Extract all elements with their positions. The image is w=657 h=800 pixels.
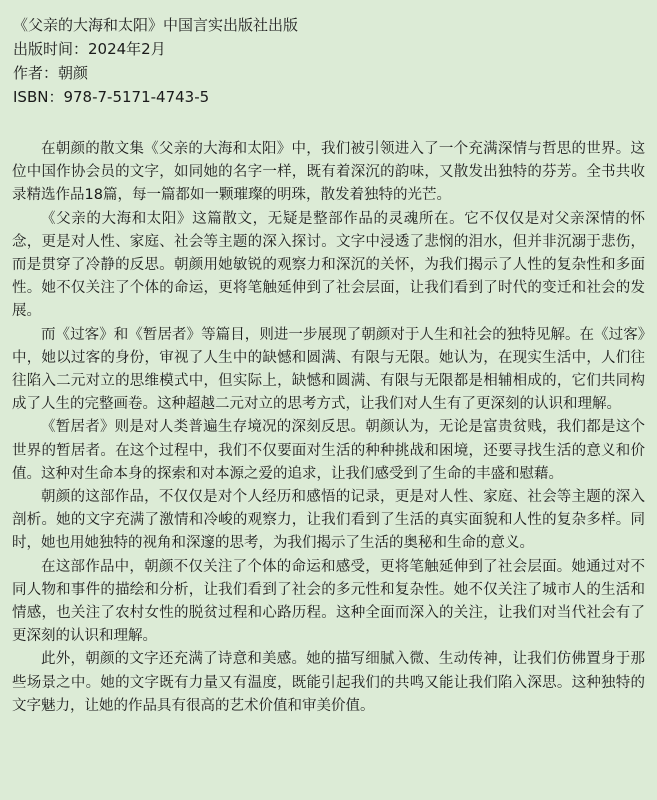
paragraph: 《暂居者》则是对人类普遍生存境况的深刻反思。朝颜认为，无论是富贵贫贱，我们都是这个世界的暂居者。在这个过程中，我们不仅要面对生活的种种挑战和困境，还要寻找生活的意义和价值。这种对生命本身的探索和对本源之爱的追求，让我们感受到了生命的丰盛和慰藉。 <box>12 419 645 482</box>
publish-time: 出版时间：2024年2月 <box>13 40 166 58</box>
paragraph: 在朝颜的散文集《父亲的大海和太阳》中，我们被引领进入了一个充满深情与哲思的世界。这位中国作协会员的文字，如同她的名字一样，既有着深沉的韵味，又散发出独特的芬芳。全书共收录精选作品18篇，每一篇都如一颗璀璨的明珠，散发着独特的光芒。 <box>12 141 645 204</box>
paragraph: 在这部作品中，朝颜不仅关注了个体的命运和感受，更将笔触延伸到了社会层面。她通过对不同人物和事件的描绘和分析，让我们看到了社会的多元性和复杂性。她不仅关注了城市人的生活和情感，也关注了农村女性的脱贫过程和心路历程。这种全面而深入的关注，让我们对当代社会有了更深刻的认识和理解。 <box>12 558 645 645</box>
isbn: ISBN：978-7-5171-4743-5 <box>13 88 210 106</box>
book-title-publisher: 《父亲的大海和太阳》中国言实出版社出版 <box>13 16 299 34</box>
paragraph: 朝颜的这部作品，不仅仅是对个人经历和感悟的记录，更是对人性、家庭、社会等主题的深入剖析。她的文字充满了激情和冷峻的观察力，让我们看到了生活的真实面貌和人性的复杂多样。同时，她也用她独特的视角和深邃的思考，为我们揭示了生活的奥秘和生命的意义。 <box>12 489 645 552</box>
paragraph: 而《过客》和《暂居者》等篇目，则进一步展现了朝颜对于人生和社会的独特见解。在《过客》中，她以过客的身份，审视了人生中的缺憾和圆满、有限与无限。她认为，在现实生活中，人们往往陷入二元对立的思维模式中，但实际上，缺憾和圆满、有限与无限都是相辅相成的，它们共同构成了人生的完整画卷。这种超越二元对立的思考方式，让我们对人生有了更深刻的认识和理解。 <box>12 326 645 413</box>
paragraph: 《父亲的大海和太阳》这篇散文，无疑是整部作品的灵魂所在。它不仅仅是对父亲深情的怀念，更是对人性、家庭、社会等主题的深入探讨。文字中浸透了悲悯的泪水，但并非沉溺于悲伤，而是贯穿了冷静的反思。朝颜用她敏锐的观察力和深沉的关怀，为我们揭示了人性的复杂性和多面性。她不仅关注了个体的命运，更将笔触延伸到了社会层面，让我们看到了时代的变迁和社会的发展。 <box>12 210 645 320</box>
author: 作者：朝颜 <box>13 64 89 82</box>
paragraph: 此外，朝颜的文字还充满了诗意和美感。她的描写细腻入微、生动传神，让我们仿佛置身于那些场景之中。她的文字既有力量又有温度，既能引起我们的共鸣又能让我们陷入深思。这种独特的文字魅力，让她的作品具有很高的艺术价值和审美价值。 <box>12 651 645 714</box>
book-info <box>0 0 657 109</box>
review-article <box>0 138 657 718</box>
